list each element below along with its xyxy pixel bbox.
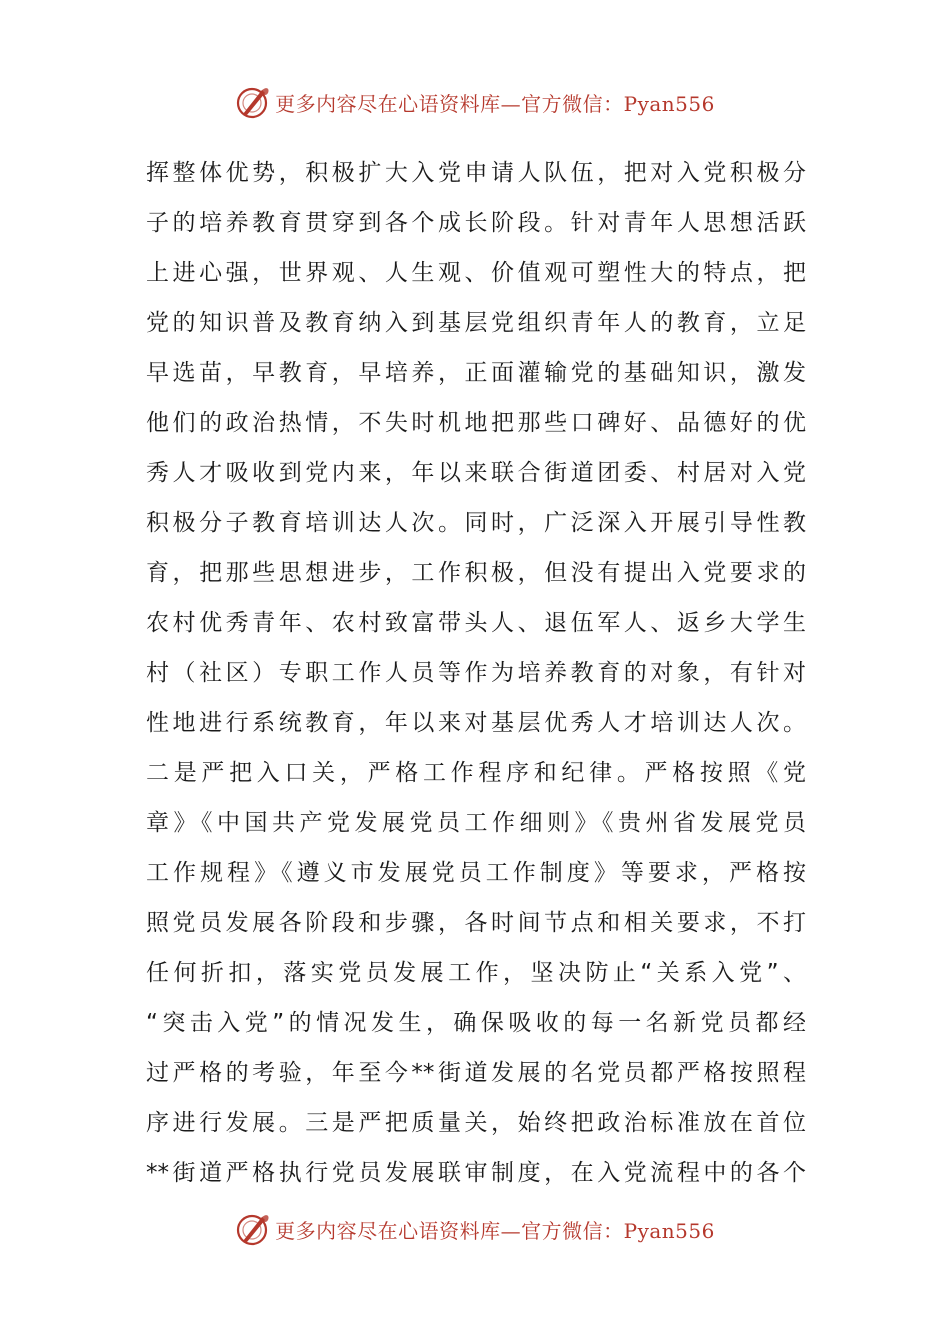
header-text: 更多内容尽在心语资料库—官方微信：Pyan556 <box>275 91 715 116</box>
text-line: 农村优秀青年、农村致富带头人、退伍军人、返乡大学生 <box>146 610 806 636</box>
text-line: 他们的政治热情，不失时机地把那些口碑好、品德好的优 <box>146 410 806 436</box>
text-line: “突击入党”的情况发生，确保吸收的每一名新党员都经 <box>146 1010 806 1036</box>
text-line: 挥整体优势，积极扩大入党申请人队伍，把对入党积极分 <box>146 160 806 186</box>
text-line: 积极分子教育培训达人次。同时，广泛深入开展引导性教 <box>146 510 806 536</box>
text-line: 章》《中国共产党发展党员工作细则》《贵州省发展党员 <box>146 810 806 836</box>
text-line: 工作规程》《遵义市发展党员工作制度》等要求，严格按 <box>146 860 806 886</box>
text-line: 党的知识普及教育纳入到基层党组织青年人的教育，立足 <box>146 310 806 336</box>
body-paragraph <box>146 148 806 1198</box>
text-line: 育，把那些思想进步，工作积极，但没有提出入党要求的 <box>146 560 806 586</box>
text-line: 照党员发展各阶段和步骤，各时间节点和相关要求，不打 <box>146 910 806 936</box>
text-line: **街道严格执行党员发展联审制度，在入党流程中的各个 <box>146 1160 806 1186</box>
footer-text: 更多内容尽在心语资料库—官方微信：Pyan556 <box>275 1218 715 1243</box>
text-line: 性地进行系统教育，年以来对基层优秀人才培训达人次。 <box>146 710 806 736</box>
text-line: 子的培养教育贯穿到各个成长阶段。针对青年人思想活跃 <box>146 210 806 236</box>
footer-banner <box>0 1209 950 1249</box>
header-banner <box>0 82 950 122</box>
quill-logo-icon <box>235 1211 271 1247</box>
text-line: 二是严把入口关，严格工作程序和纪律。严格按照《党 <box>146 760 806 786</box>
quill-logo-icon <box>235 84 271 120</box>
text-line: 过严格的考验，年至今**街道发展的名党员都严格按照程 <box>146 1060 806 1086</box>
text-line: 村（社区）专职工作人员等作为培养教育的对象，有针对 <box>146 660 806 686</box>
text-line: 秀人才吸收到党内来，年以来联合街道团委、村居对入党 <box>146 460 806 486</box>
text-line: 任何折扣，落实党员发展工作，坚决防止“关系入党”、 <box>146 960 806 986</box>
text-line: 上进心强，世界观、人生观、价值观可塑性大的特点，把 <box>146 260 806 286</box>
text-line: 早选苗，早教育，早培养，正面灌输党的基础知识，激发 <box>146 360 806 386</box>
text-line: 序进行发展。三是严把质量关，始终把政治标准放在首位 <box>146 1110 806 1136</box>
